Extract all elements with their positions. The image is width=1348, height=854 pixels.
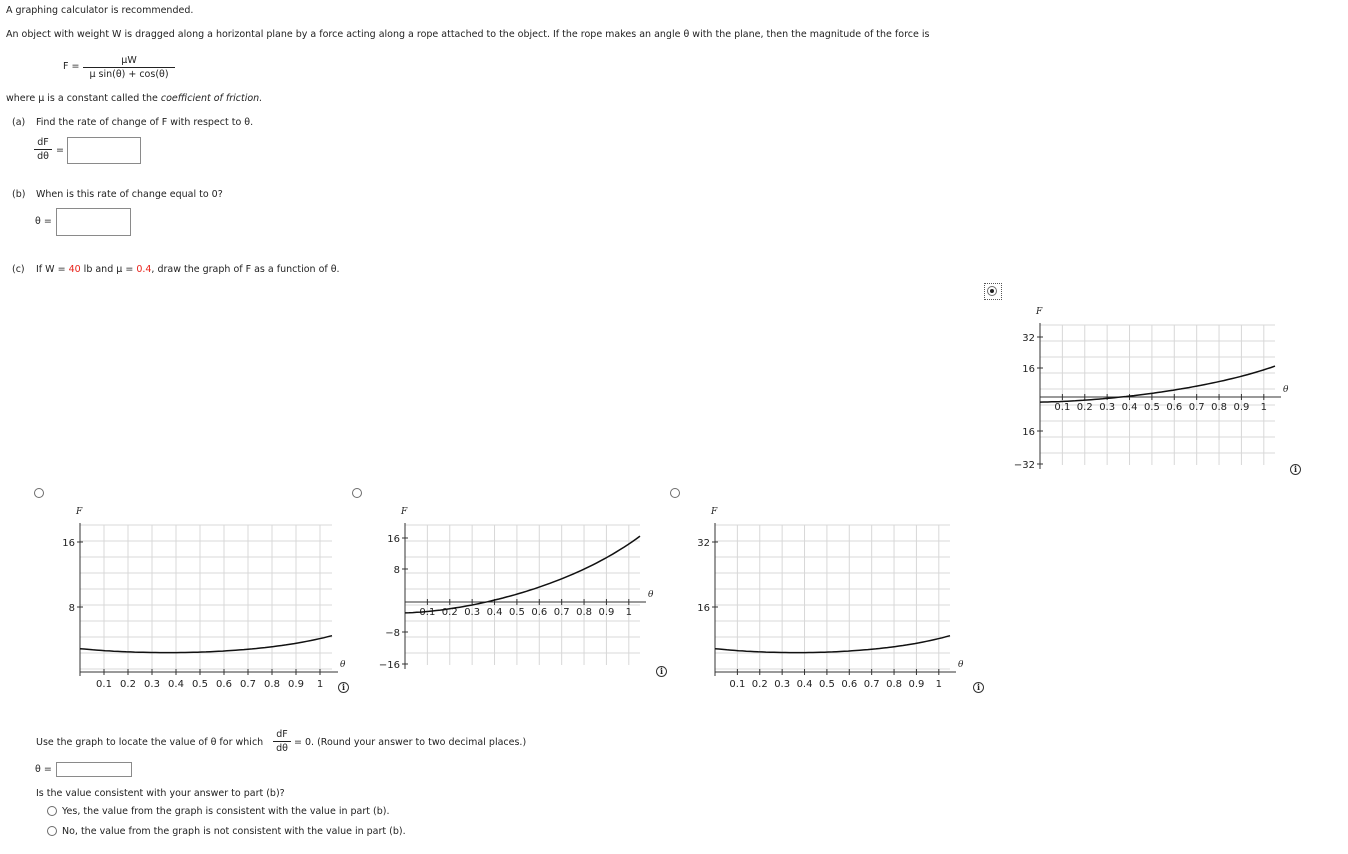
x-tick-label: 0.4 xyxy=(1121,402,1138,413)
part-c-question xyxy=(36,264,340,275)
x-tick-label: 1 xyxy=(625,607,632,618)
y-tick-label: −8 xyxy=(385,628,400,639)
part-a-num: dF xyxy=(34,137,52,150)
part-c-prefix: If W = xyxy=(36,264,69,275)
part-c-mu-value: 0.4 xyxy=(136,264,152,275)
consistency-no-label[interactable]: No, the value from the graph is not consistent with the value in part (b). xyxy=(62,826,406,837)
formula-lhs: F = xyxy=(63,61,80,72)
graph-option-1-info-icon[interactable]: i xyxy=(338,682,349,693)
x-tick-label: 0.2 xyxy=(441,607,458,618)
formula-fraction xyxy=(83,55,175,80)
graph-option-2-info-icon[interactable]: i xyxy=(656,666,667,677)
x-tick-label: 0.1 xyxy=(1054,402,1071,413)
x-tick-label: 0.2 xyxy=(1076,402,1093,413)
function-curve xyxy=(715,636,950,653)
x-tick-label: 1 xyxy=(316,679,324,690)
x-tick-label: 0.8 xyxy=(1211,402,1228,413)
part-c-label: (c) xyxy=(12,264,25,275)
x-tick-label: 0.4 xyxy=(168,679,184,690)
x-tick-label: 0.1 xyxy=(419,607,436,618)
y-tick-label: 16 xyxy=(62,538,75,549)
consistency-yes-radio[interactable] xyxy=(47,806,57,816)
part-a-den: dθ xyxy=(37,151,49,162)
graph-selected-info-icon[interactable]: i xyxy=(1290,464,1301,475)
y-tick-label: 16 xyxy=(387,534,400,545)
x-tick-label: 0.7 xyxy=(240,679,256,690)
part-c-suffix: , draw the graph of F as a function of θ. xyxy=(151,264,340,275)
x-tick-label: 0.8 xyxy=(264,679,280,690)
graph-option-2-radio[interactable] xyxy=(352,488,362,498)
x-tick-label: 0.3 xyxy=(774,679,791,690)
part-b-label: (b) xyxy=(12,189,26,200)
x-tick-label: 0.2 xyxy=(120,679,136,690)
where-italic: coefficient of friction. xyxy=(160,93,263,104)
x-tick-label: 0.7 xyxy=(1188,402,1205,413)
graph-selected-radio[interactable] xyxy=(987,286,997,296)
y-tick-label: 8 xyxy=(393,565,400,576)
y-tick-label: 16 xyxy=(697,603,710,614)
graph-selected-focus xyxy=(984,283,1002,300)
locate-num: dF xyxy=(273,729,291,742)
locate-derivative xyxy=(273,729,291,754)
x-tick-label: 0.5 xyxy=(818,679,835,690)
x-axis-label: θ xyxy=(958,660,964,670)
x-axis-label: θ xyxy=(648,590,654,600)
x-tick-label: 0.9 xyxy=(598,607,615,618)
x-tick-label: 0.3 xyxy=(464,607,481,618)
x-tick-label: 0.9 xyxy=(288,679,304,690)
part-c-w-value: 40 xyxy=(68,264,81,275)
part-a-label: (a) xyxy=(12,117,26,128)
where-text xyxy=(6,93,262,104)
x-tick-label: 0.6 xyxy=(841,679,858,690)
formula-denominator: μ sin(θ) + cos(θ) xyxy=(89,69,169,80)
locate-lhs: θ = xyxy=(35,764,52,775)
y-axis-label: F xyxy=(401,507,408,517)
graph-option-1 xyxy=(40,500,346,695)
where-plain: where μ is a constant called the xyxy=(6,93,161,104)
x-tick-label: 0.6 xyxy=(216,679,232,690)
x-tick-label: 0.1 xyxy=(729,679,746,690)
consistency-no-radio[interactable] xyxy=(47,826,57,836)
x-tick-label: 0.5 xyxy=(1143,402,1160,413)
x-tick-label: 0.9 xyxy=(1233,402,1250,413)
y-tick-label: −32 xyxy=(1013,460,1035,471)
y-tick-label: 8 xyxy=(68,603,75,614)
graph-option-1-radio[interactable] xyxy=(34,488,44,498)
part-a-question: Find the rate of change of F with respect to θ. xyxy=(36,117,254,128)
part-b-answer-input[interactable] xyxy=(56,208,131,236)
graph-option-2 xyxy=(360,500,660,675)
x-tick-label: 0.5 xyxy=(508,607,525,618)
y-axis-label: F xyxy=(711,507,718,517)
locate-prefix: Use the graph to locate the value of θ for which xyxy=(36,737,264,748)
part-b-lhs: θ = xyxy=(35,216,52,227)
y-tick-label: −16 xyxy=(378,660,400,671)
x-tick-label: 0.1 xyxy=(96,679,112,690)
function-curve xyxy=(405,536,640,613)
locate-den: dθ xyxy=(276,743,288,754)
part-a-answer-input[interactable] xyxy=(67,137,141,164)
x-tick-label: 0.2 xyxy=(751,679,768,690)
y-axis-label: F xyxy=(1036,307,1043,317)
part-a-eq: = xyxy=(56,145,64,156)
locate-answer-input[interactable] xyxy=(56,762,132,777)
part-c-mid: lb and μ = xyxy=(80,264,137,275)
problem-text: An object with weight W is dragged along a horizontal plane by a force acting along a rope attached to the object. If the rope makes an angle θ with the plane, then the magnitude of the force is xyxy=(6,29,930,40)
graph-option-3-radio[interactable] xyxy=(670,488,680,498)
x-tick-label: 0.3 xyxy=(1099,402,1116,413)
x-tick-label: 0.8 xyxy=(886,679,903,690)
part-b-question: When is this rate of change equal to 0? xyxy=(36,189,223,200)
x-tick-label: 1 xyxy=(1260,402,1267,413)
y-axis-label: F xyxy=(76,507,83,517)
graph-selected xyxy=(1000,300,1300,485)
x-tick-label: 0.4 xyxy=(486,607,503,618)
x-tick-label: 0.5 xyxy=(192,679,208,690)
graph-option-3-info-icon[interactable]: i xyxy=(973,682,984,693)
formula-numerator: μW xyxy=(83,55,175,68)
graph-option-3 xyxy=(675,500,975,695)
locate-suffix: = 0. (Round your answer to two decimal places.) xyxy=(294,737,527,748)
x-tick-label: 0.6 xyxy=(531,607,548,618)
x-axis-label: θ xyxy=(1283,385,1289,395)
intro-text: A graphing calculator is recommended. xyxy=(6,5,194,16)
x-tick-label: 0.7 xyxy=(553,607,570,618)
x-tick-label: 0.3 xyxy=(144,679,160,690)
y-tick-label: 32 xyxy=(1022,333,1035,344)
consistency-yes-label[interactable]: Yes, the value from the graph is consistent with the value in part (b). xyxy=(62,806,390,817)
x-tick-label: 0.9 xyxy=(908,679,925,690)
part-a-derivative xyxy=(34,137,52,162)
function-curve xyxy=(80,636,332,653)
x-tick-label: 0.7 xyxy=(863,679,880,690)
y-tick-label: 16 xyxy=(1022,364,1035,375)
x-axis-label: θ xyxy=(340,660,346,670)
y-tick-label: 32 xyxy=(697,538,710,549)
x-tick-label: 0.4 xyxy=(796,679,813,690)
y-tick-label: 16 xyxy=(1022,427,1035,438)
x-tick-label: 0.6 xyxy=(1166,402,1183,413)
x-tick-label: 1 xyxy=(935,679,942,690)
x-tick-label: 0.8 xyxy=(576,607,593,618)
consistency-question: Is the value consistent with your answer to part (b)? xyxy=(36,788,285,799)
